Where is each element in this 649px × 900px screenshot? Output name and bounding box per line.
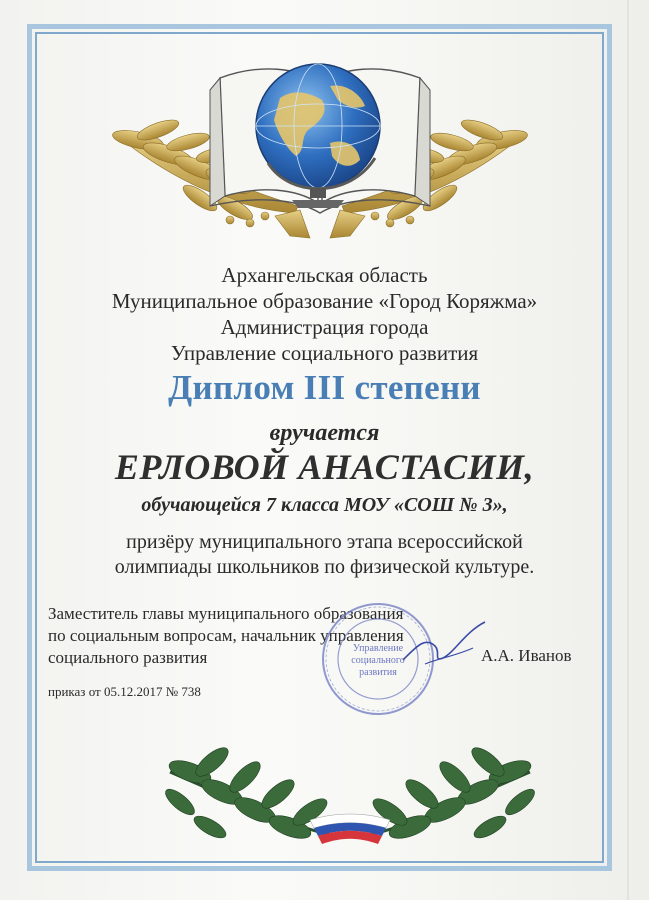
stamp-line-3: развития	[359, 667, 397, 678]
award-reason-line-2: олимпиады школьников по физической культуре.	[114, 556, 535, 578]
signature-line-3: социального развития	[48, 648, 208, 667]
diploma-title: Диплом III степени	[168, 368, 481, 407]
signature-line-1: Заместитель главы муниципального образования	[48, 604, 404, 623]
header-region: Архангельская область	[221, 263, 428, 287]
award-reason	[40, 530, 609, 580]
stamp-line-2: социального	[351, 655, 405, 666]
tricolor-ribbon-icon	[310, 814, 390, 844]
order-number: приказ от 05.12.2017 № 738	[48, 684, 201, 699]
globe-book-emblem	[60, 38, 580, 248]
recipient-name: ЕРЛОВОЙ АНАСТАСИИ,	[114, 447, 535, 487]
header-department: Управление социального развития	[170, 341, 479, 365]
handwritten-signature	[395, 618, 495, 673]
signer-name: А.А. Иванов	[481, 646, 572, 665]
green-laurel-flag-icon	[150, 732, 550, 862]
awarded-label: вручается	[269, 420, 380, 446]
paper-fold	[627, 0, 629, 900]
header-municipality: Муниципальное образование «Город Коряжма»	[111, 289, 538, 313]
header-administration: Администрация города	[220, 315, 429, 339]
student-info: обучающейся 7 класса МОУ «СОШ № 3»,	[141, 494, 508, 516]
award-reason-line-1: призёру муниципального этапа всероссийской	[126, 531, 523, 553]
stamp-line-1: Управление	[352, 643, 404, 654]
signature-line-2: по социальным вопросам, начальник управления	[48, 626, 404, 645]
